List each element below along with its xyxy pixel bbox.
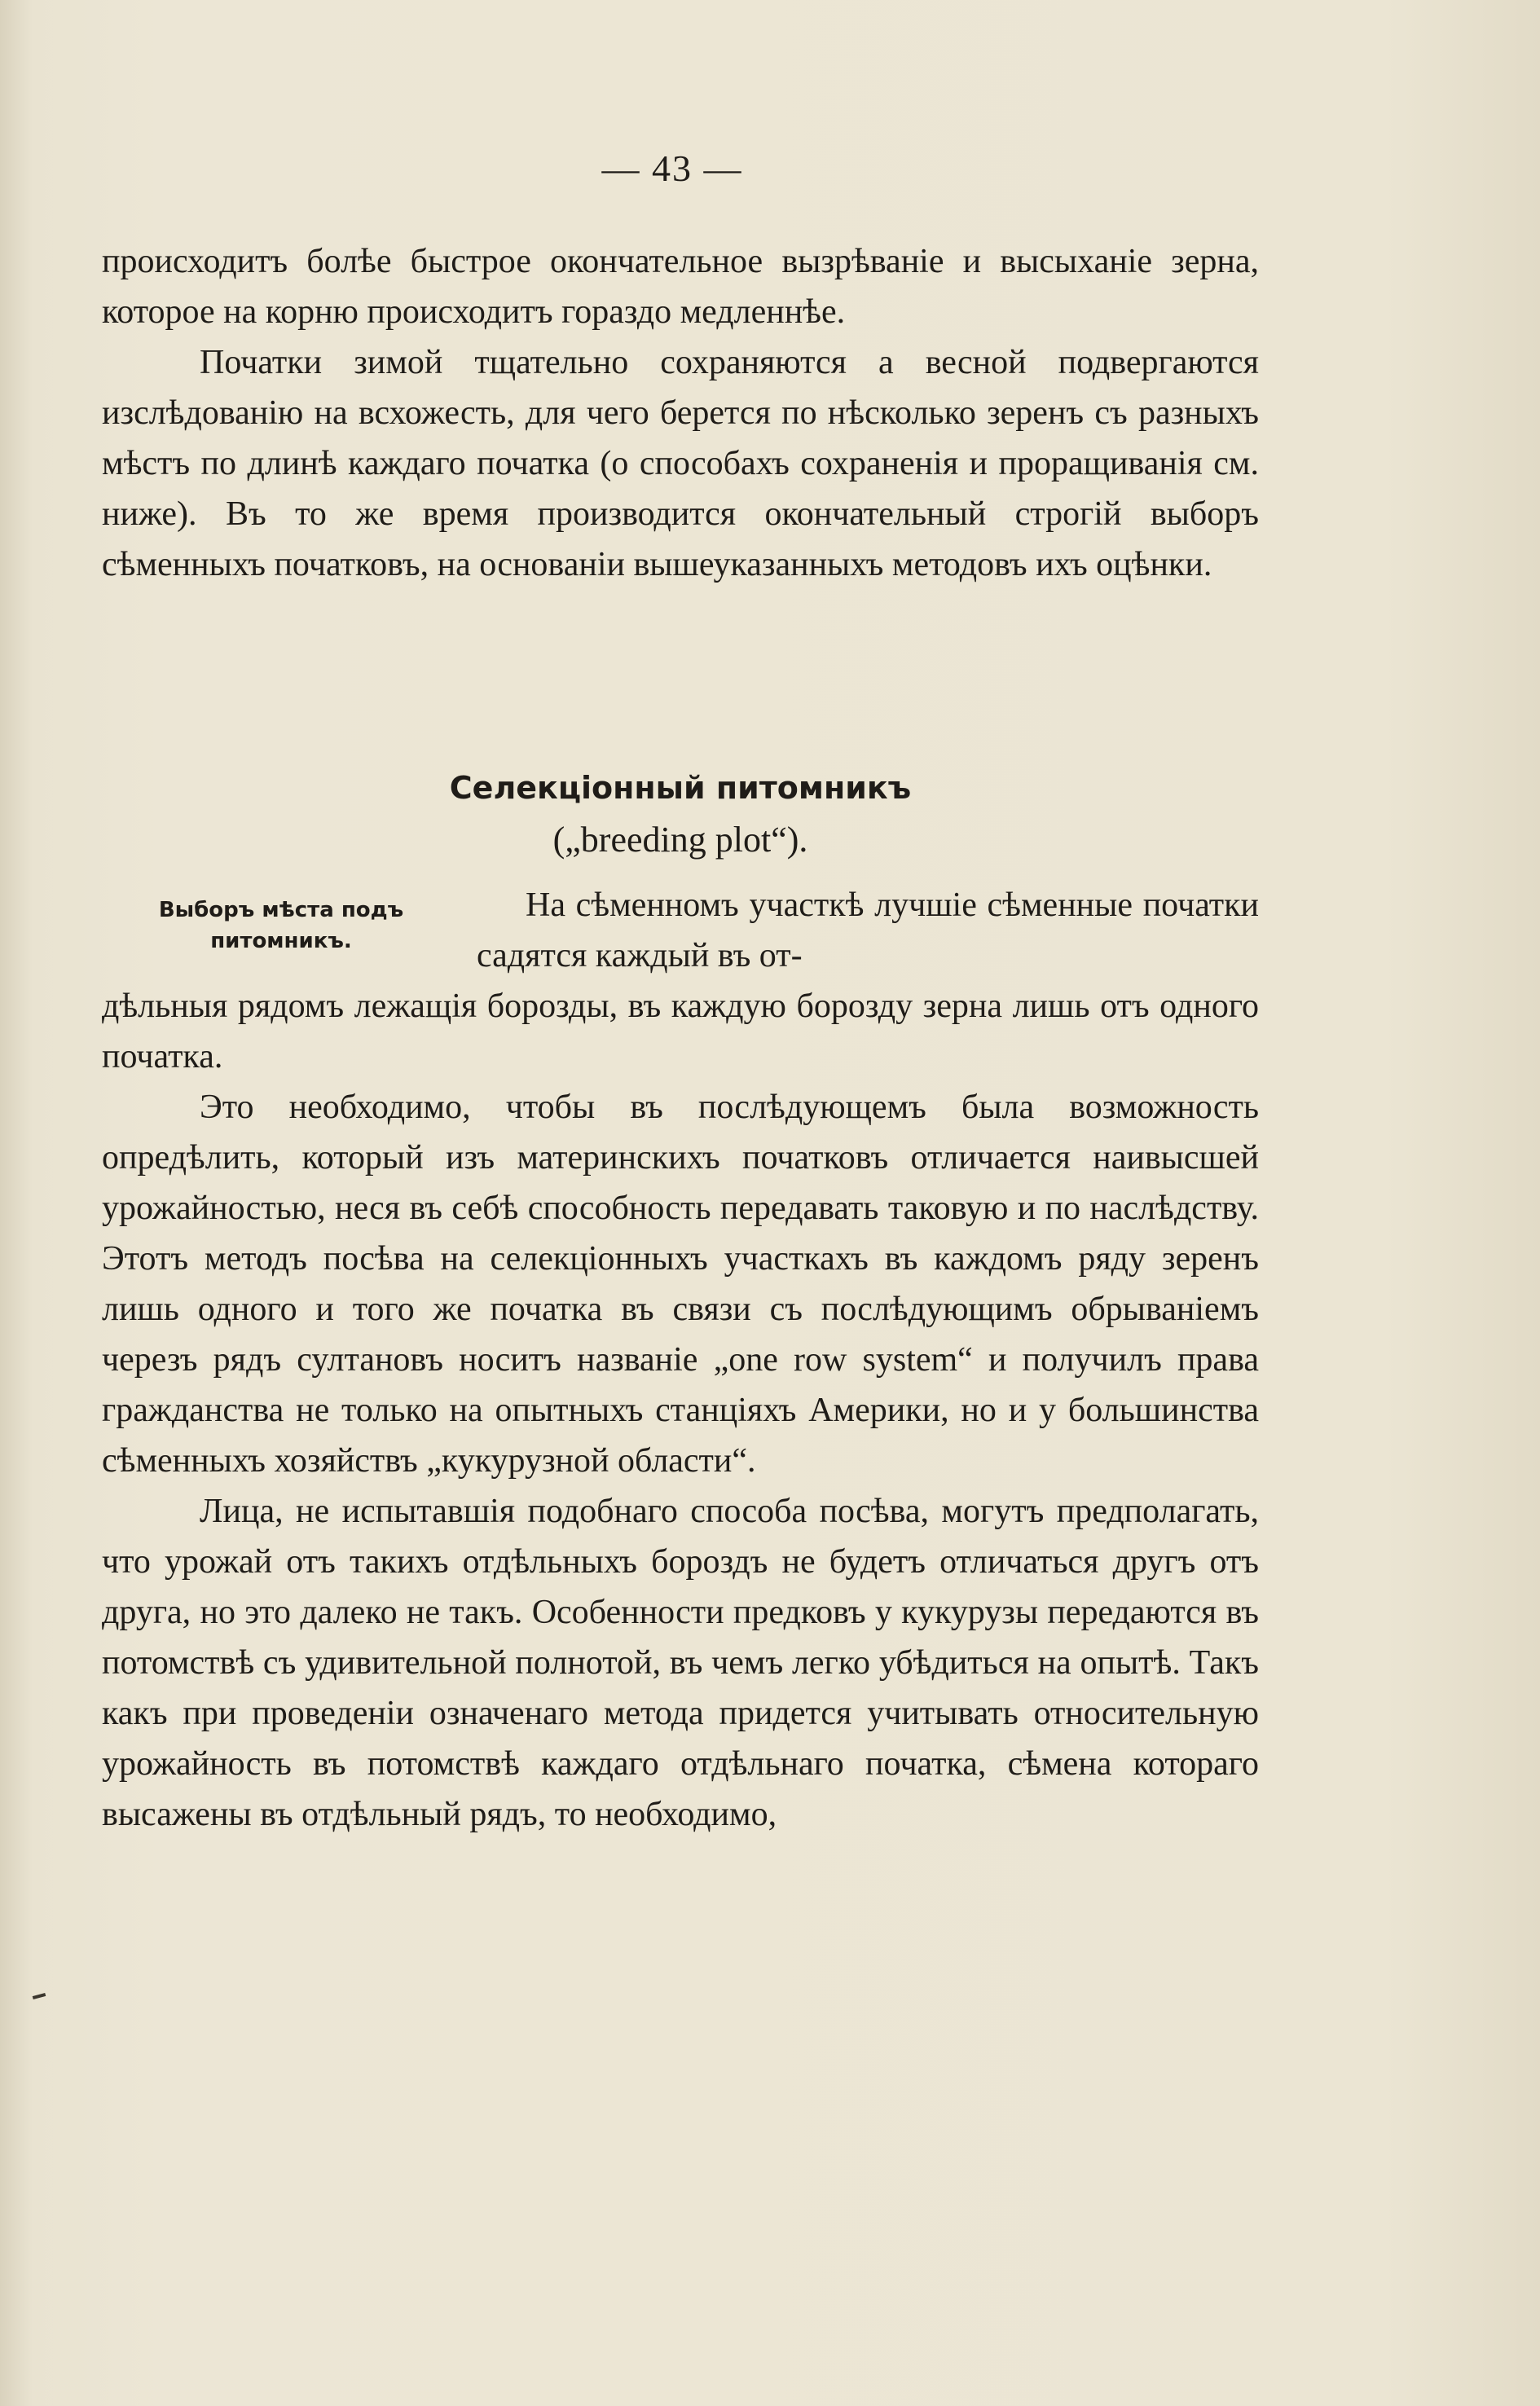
side-paragraph-text: На сѣменномъ участкѣ лучшіе сѣменные початки садятся каждый въ от-	[477, 886, 1259, 974]
section-subtitle: („breeding plot“).	[552, 820, 808, 860]
section-text	[102, 981, 1259, 1840]
section-continuation: дѣльныя рядомъ лежащія борозды, въ каждую борозду зерна лишь отъ одного початка.	[102, 987, 1259, 1075]
page-number: — 43 —	[601, 147, 743, 189]
intro-paragraph-2: Початки зимой тщательно сохраняются а весной подвергаются изслѣдованію на всхожесть, для чего берется по нѣсколько зеренъ съ разныхъ мѣстъ по длинѣ каждаго початка (о способахъ сохраненія и проращиванія см. ниже). Въ то же время производится окончательный строгій выборъ сѣменныхъ початковъ, на основаніи вышеуказанныхъ методовъ ихъ оцѣнки.	[102, 344, 1259, 583]
section-paragraph-3: Лица, не испытавшія подобнаго способа посѣва, могутъ предполагать, что урожай отъ такихъ отдѣльныхъ бороздъ не будетъ отличаться другъ отъ друга, но это далеко не такъ. Особенности предковъ у кукурузы передаются въ потомствѣ съ удивительной полнотой, въ чемъ легко убѣдиться на опытѣ. Такъ какъ при проведеніи означенаго метода придется учитывать относительную урожайность въ потомствѣ каждаго отдѣльнаго початка, сѣмена котораго высажены въ отдѣльный рядъ, то необходимо,	[102, 1493, 1259, 1833]
section-paragraph-2: Это необходимо, чтобы въ послѣдующемъ была возможность опредѣлить, который изъ материнскихъ початковъ отличается наивысшей урожайностью, неся въ себѣ способность передавать таковую и по наслѣдству. Этотъ методъ посѣва на селекціонныхъ участкахъ въ каждомъ ряду зеренъ лишь одного и того же початка въ связи съ послѣдующимъ обрываніемъ черезъ рядъ султановъ носитъ названіе „one row system“ и получилъ права гражданства не только на опытныхъ станціяхъ Америки, но и у большинства сѣменныхъ хозяйствъ „кукурузной области“.	[102, 1089, 1259, 1480]
margin-note: Выборъ мѣста подъ питомникъ.	[158, 898, 404, 953]
intro-text	[102, 236, 1259, 590]
section-title: Селекціонный питомникъ	[449, 770, 912, 806]
side-paragraph	[477, 880, 1259, 981]
stray-ink-mark	[33, 1993, 46, 1999]
intro-paragraph-1: происходитъ болѣе быстрое окончательное вызрѣваніе и высыханіе зерна, которое на корню происходитъ гораздо медленнѣе.	[102, 243, 1259, 331]
